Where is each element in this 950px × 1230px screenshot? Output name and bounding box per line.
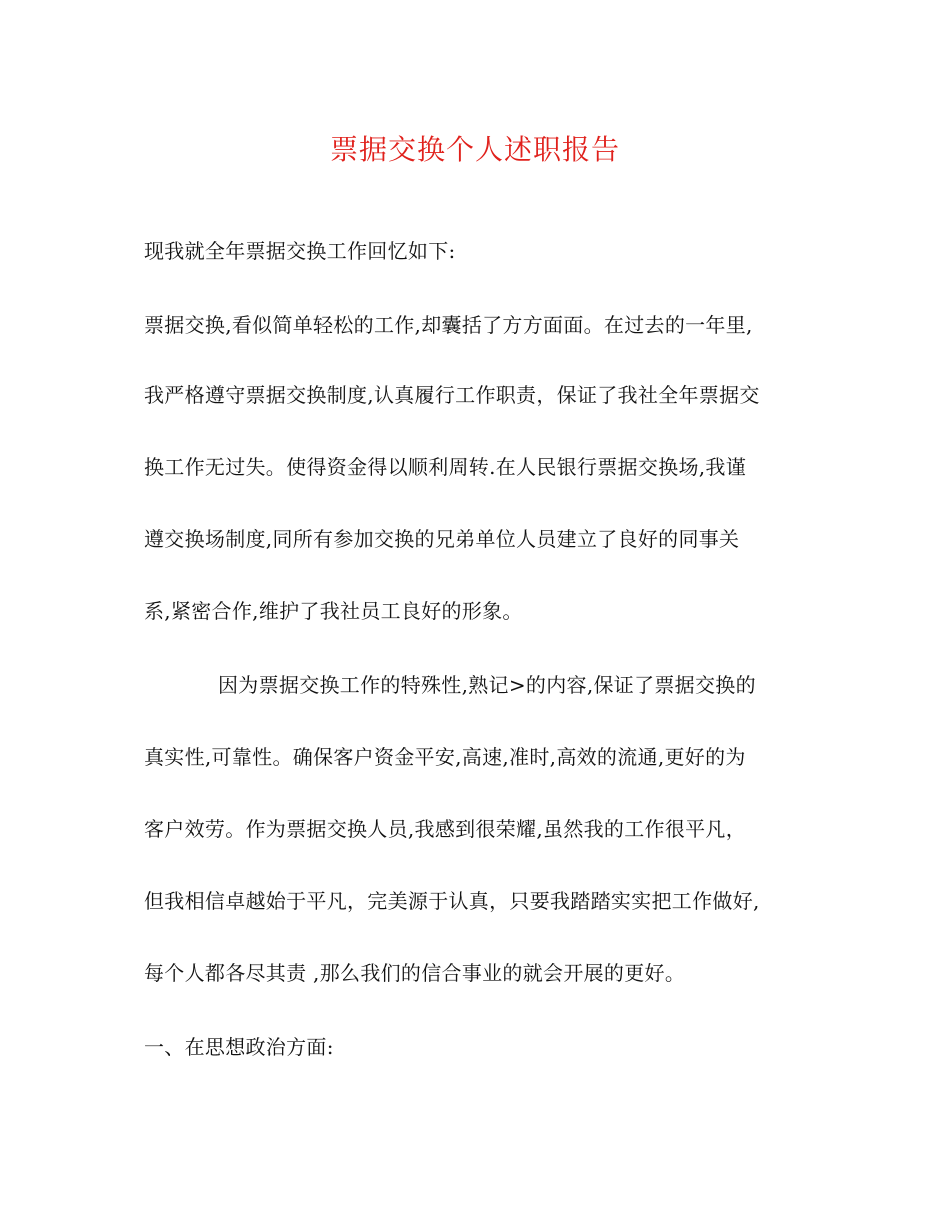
paragraph-line: 我严格遵守票据交换制度,认真履行工作职责，保证了我社全年票据交: [144, 383, 760, 407]
paragraph-line: 遵交换场制度,同所有参加交换的兄弟单位人员建立了良好的同事关: [144, 527, 740, 551]
document-title: 票据交换个人述职报告: [329, 133, 620, 166]
paragraph-line: 每个人都各尽其责 ,那么我们的信合事业的就会开展的更好。: [144, 961, 686, 985]
paragraph-line: 真实性,可靠性。确保客户资金平安,高速,准时,高效的流通,更好的为: [144, 745, 746, 769]
paragraph-line-indented: 因为票据交换工作的特殊性,熟记>的内容,保证了票据交换的: [218, 673, 756, 697]
paragraph-line: 但我相信卓越始于平凡，完美源于认真，只要我踏踏实实把工作做好,: [144, 889, 760, 913]
paragraph-line: 换工作无过失。使得资金得以顺利周转.在人民银行票据交换场,我谨: [144, 455, 747, 479]
paragraph-line: 系,紧密合作,维护了我社员工良好的形象。: [144, 599, 523, 623]
section-heading: 一、在思想政治方面:: [144, 1035, 334, 1059]
paragraph-line: 客户效劳。作为票据交换人员,我感到很荣耀,虽然我的工作很平凡，: [144, 817, 747, 841]
paragraph-line: 现我就全年票据交换工作回忆如下:: [144, 239, 456, 263]
paragraph-line: 票据交换,看似简单轻松的工作,却囊括了方方面面。在过去的一年里,: [144, 313, 753, 337]
